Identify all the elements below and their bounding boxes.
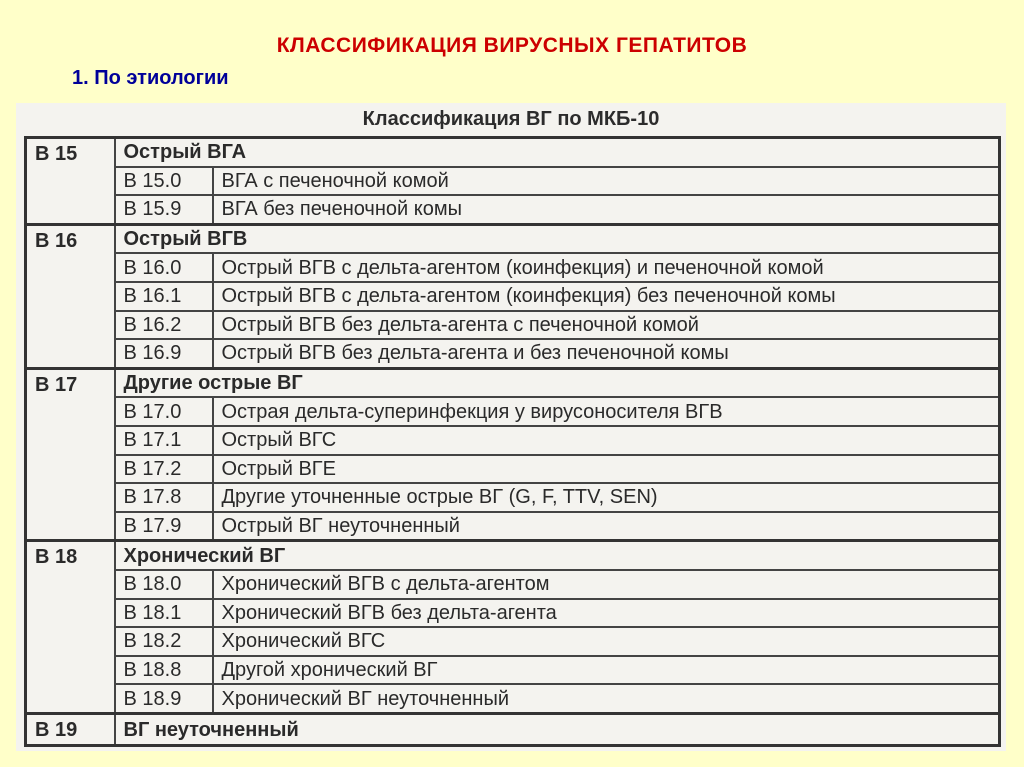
table-group-row [26,713,1000,746]
table-row [26,397,1000,426]
group-title-cell: Острый ВГВ [115,224,1000,253]
subcode-name-cell: Другой хронический ВГ [213,656,1000,685]
table-row [26,339,1000,368]
subcode-cell: В 16.1 [115,282,213,311]
subcode-name-cell: Острый ВГС [213,426,1000,455]
subcode-cell: В 18.0 [115,570,213,599]
table-group-row [26,368,1000,397]
table-group-row [26,224,1000,253]
icd10-table-body [26,138,1000,746]
subcode-cell: В 18.8 [115,656,213,685]
group-code-cell: В 18 [26,541,115,714]
subcode-name-cell: Острый ВГЕ [213,455,1000,484]
subcode-cell: В 17.2 [115,455,213,484]
subcode-cell: В 15.9 [115,195,213,224]
group-title-cell: Хронический ВГ [115,541,1000,570]
group-code-cell: В 15 [26,138,115,225]
table-row [26,512,1000,541]
subcode-name-cell: Острый ВГВ с дельта-агентом (коинфекция) и печеночной комой [213,253,1000,282]
subcode-name-cell: Острая дельта-суперинфекция у вирусоносителя ВГВ [213,397,1000,426]
subcode-cell: В 17.8 [115,483,213,512]
subcode-name-cell: Другие уточненные острые ВГ (G, F, TTV, SEN) [213,483,1000,512]
subcode-cell: В 18.1 [115,599,213,628]
subcode-cell: В 18.2 [115,627,213,656]
subcode-name-cell: Острый ВГВ без дельта-агента и без печеночной комы [213,339,1000,368]
subcode-name-cell: Хронический ВГС [213,627,1000,656]
table-caption: Классификация ВГ по МКБ-10 [362,108,660,130]
subcode-name-cell: Хронический ВГ неуточненный [213,684,1000,713]
group-title-cell: Острый ВГА [115,138,1000,167]
subcode-cell: В 16.9 [115,339,213,368]
subcode-name-cell: Острый ВГ неуточненный [213,512,1000,541]
subcode-name-cell: ВГА без печеночной комы [213,195,1000,224]
subcode-name-cell: Острый ВГВ с дельта-агентом (коинфекция) без печеночной комы [213,282,1000,311]
table-row [26,195,1000,224]
table-row [26,599,1000,628]
table-row [26,167,1000,196]
subcode-cell: В 17.0 [115,397,213,426]
table-row [26,627,1000,656]
group-title-cell: Другие острые ВГ [115,368,1000,397]
table-group-row [26,138,1000,167]
group-title-cell: ВГ неуточненный [115,713,1000,746]
group-code-cell: В 19 [26,713,115,746]
subcode-name-cell: Хронический ВГВ без дельта-агента [213,599,1000,628]
icd10-table [24,136,1001,747]
table-row [26,684,1000,713]
subcode-name-cell: ВГА с печеночной комой [213,167,1000,196]
slide-subtitle: 1. По этиологии [72,67,229,89]
table-row [26,426,1000,455]
slide-title: КЛАССИФИКАЦИЯ ВИРУСНЫХ ГЕПАТИТОВ [276,34,748,57]
table-row [26,253,1000,282]
table-row [26,656,1000,685]
table-row [26,483,1000,512]
subcode-cell: В 17.9 [115,512,213,541]
group-code-cell: В 16 [26,224,115,368]
table-row [26,311,1000,340]
table-row [26,455,1000,484]
subcode-cell: В 18.9 [115,684,213,713]
table-row [26,282,1000,311]
table-row [26,570,1000,599]
subcode-cell: В 16.0 [115,253,213,282]
table-group-row [26,541,1000,570]
subcode-cell: В 15.0 [115,167,213,196]
subcode-name-cell: Острый ВГВ без дельта-агента с печеночной комой [213,311,1000,340]
subcode-name-cell: Хронический ВГВ с дельта-агентом [213,570,1000,599]
subcode-cell: В 16.2 [115,311,213,340]
group-code-cell: В 17 [26,368,115,541]
subcode-cell: В 17.1 [115,426,213,455]
